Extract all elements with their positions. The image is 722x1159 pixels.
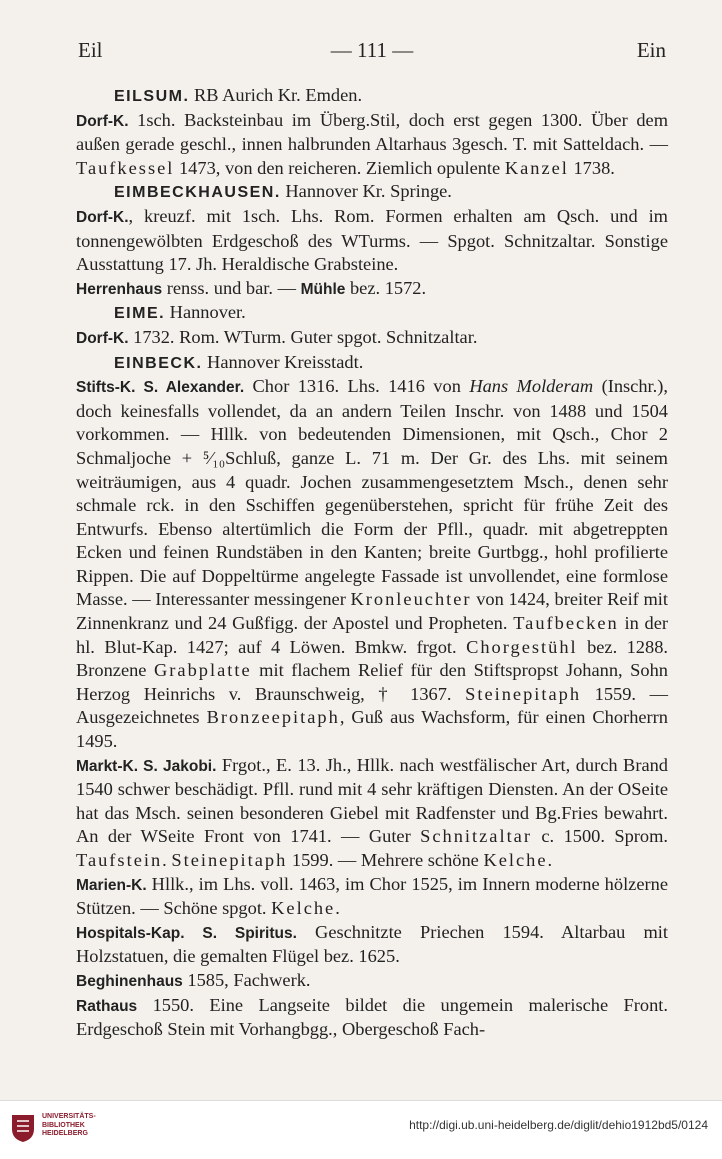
source-url[interactable]: http://digi.ub.uni-heidelberg.de/diglit/dehio1912bd5/0124	[409, 1118, 708, 1132]
entry-paragraph	[76, 969, 668, 994]
text-run: Taufbecken	[513, 613, 619, 634]
text-run: Hannover Kr. Springe.	[280, 181, 452, 202]
text-run: , kreuzf. mit 1sch. Lhs. Rom. Formen erhalten am Qsch. und im tonnengewölbten Erdgeschoß des WTurms. — Spgot. Schnitzaltar. Sonstige Ausstattung 17. Jh. Heraldische Grabsteine.	[76, 205, 668, 275]
building-label: Stifts-K. S. Alexander.	[76, 379, 245, 397]
text-run: RB Aurich Kr. Emden.	[189, 85, 363, 105]
building-label: Markt-K. S. Jakobi.	[76, 757, 217, 775]
entry-paragraph	[76, 109, 668, 181]
place-name: EIME.	[114, 305, 166, 323]
library-line: UNIVERSITÄTS-	[42, 1113, 96, 1120]
text-run: von 1424, breiter Reif mit Zinnenkranz und 24 Gußfigg. der Apostel und Propheten.	[76, 589, 668, 634]
text-run: Kelche	[483, 850, 548, 870]
text-run: 1473, von den reicheren. Ziemlich opulente	[174, 157, 505, 178]
building-label: Dorf-K.	[76, 329, 129, 347]
text-run: bez. 1288. Bronzene	[76, 636, 668, 681]
text-run: c. 1500. Sprom.	[531, 826, 669, 847]
text-run: Hannover.	[165, 302, 246, 323]
text-run: Taufstein	[76, 850, 163, 870]
building-label: Beghinenhaus	[76, 972, 183, 990]
text-run: 1732. Rom. WTurm. Guter spgot. Schnitzaltar.	[128, 326, 478, 347]
entry-paragraph	[76, 277, 668, 302]
text-run: 1559. — Ausgezeichnetes	[76, 683, 668, 728]
text-run: Steinepitaph	[171, 850, 288, 870]
text-run: .	[547, 850, 553, 870]
text-run: Kelche	[271, 898, 336, 919]
place-name: EINBECK.	[114, 354, 203, 372]
building-label: Hospitals-Kap. S. Spiritus.	[76, 924, 297, 942]
text-run: 1550. Eine Langseite bildet die ungemein malerische Front. Erdgeschoß Stein mit Vorhangbgg., Obergeschoß Fach-	[76, 994, 668, 1040]
building-label: Marien-K.	[76, 876, 147, 894]
building-label: Mühle	[300, 280, 346, 298]
text-run: 1585, Fachwerk.	[182, 969, 311, 990]
header-right: Ein	[636, 38, 666, 62]
text-run: Hllk., im Lhs. voll. 1463, im Chor 1525, im Innern moderne hölzerne Stützen. — Schöne spgot.	[76, 873, 668, 919]
entry-paragraph	[76, 375, 668, 754]
place-name: EIMBECKHAUSEN.	[114, 184, 281, 202]
text-run: 1738.	[568, 157, 615, 178]
text-run: (Inschr.), doch keinesfalls vollendet, da an andern Teilen Inschr. von 1488 und 1504 vorkommen. — Hllk. von bedeutenden Dimensionen, mit Qsch., Chor 2 Schmaljoche + ⁵⁄₁₀Schluß, ganze L. 71 m. Der Gr. des Lhs. mit seinem weiträumigen, aus 4 quadr. Jochen zusammengesetztem Msch., denen sehr schmale rck. in den Sschiffen gegenüberstehen, spricht für frühe Zeit des Entwurfs. Ebenso altertümlich die Form der Pfll., quadr. mit abgetreppten Ecken und feinen Rundstäben in den Kanten; breite Gurtbgg., hohl profilierte Rippen. Die auf Doppeltürme angelegte Fassade ist unvollendet, eine formlose Masse. — Interessanter messingener	[76, 376, 668, 610]
entry-paragraph	[76, 921, 668, 969]
text-run: renss. und bar. —	[162, 277, 301, 298]
header-left: Eil	[78, 38, 103, 62]
university-seal-icon	[10, 1113, 36, 1143]
entry-heading	[114, 180, 668, 205]
text-run: 1sch. Backsteinbau im Überg.Stil, doch erst gegen 1300. Über dem außen gerade geschl., innen halbrunden Altarhaus 3gesch. T. mit Satteldach. —	[76, 109, 668, 155]
footer-bar	[0, 1100, 722, 1159]
building-label: Dorf-K.	[76, 208, 129, 226]
text-run: Kanzel	[504, 157, 569, 178]
text-run: in der hl. Blut-Kap. 1427; auf 4 Löwen. Bmkw. frgot.	[76, 613, 668, 657]
text-run: Frgot., E. 13. Jh., Hllk. nach westfälischer Art, durch Brand 1540 schwer beschädigt. Pfll. rund mit 4 sehr kräftigen Diensten. An der OSeite hat das Msch. seinen besonderen Giebel mit Radfenster und Bg.Fries bewahrt. An der WSeite Front von 1741. — Guter	[76, 754, 668, 847]
building-label: Dorf-K.	[76, 112, 129, 130]
entry-paragraph	[76, 873, 668, 921]
entry-paragraph	[76, 205, 668, 277]
library-name	[42, 1113, 96, 1139]
library-line: HEIDELBERG	[42, 1130, 88, 1137]
text-run: Steinepitaph	[465, 683, 582, 704]
entry-heading	[114, 301, 668, 326]
entry-heading	[114, 84, 668, 109]
text-run: 1599. — Mehrere schöne	[287, 850, 484, 870]
text-run: bez. 1572.	[345, 277, 427, 298]
text-run: Kronleuchter	[350, 589, 472, 610]
text-run: Geschnitzte Priechen 1594. Altarbau mit Holzstatuen, die gemalten Flügel bez. 1625.	[76, 921, 669, 967]
place-name: EILSUM.	[114, 88, 190, 105]
building-label: Herrenhaus	[76, 280, 163, 298]
text-run: Chor 1316. Lhs. 1416 von	[244, 376, 470, 397]
text-run: Bronzeepitaph	[206, 707, 340, 728]
entry-paragraph	[76, 994, 668, 1042]
entry-heading	[114, 351, 668, 376]
text-run: .	[335, 898, 340, 919]
text-run: Taufkessel	[76, 157, 175, 178]
text-run: Schnitzaltar	[420, 826, 532, 847]
text-run: .	[162, 850, 172, 870]
page-number: — 111 —	[330, 38, 414, 62]
page-text	[76, 84, 668, 1042]
text-run: , Guß aus Wachsform, für einen Chorherrn 1495.	[76, 707, 668, 752]
library-line: BIBLIOTHEK	[42, 1121, 85, 1129]
entry-paragraph	[76, 754, 668, 873]
entry-paragraph	[76, 326, 668, 351]
text-run: Grabplatte	[154, 660, 252, 681]
building-label: Rathaus	[76, 997, 138, 1015]
text-run: Chorgestühl	[466, 636, 578, 657]
text-run: mit flachem Relief für den Stiftspropst Johann, Sohn Herzog Heinrichs v. Braunschweig, † 1367.	[76, 660, 668, 704]
text-run: Hans Molderam	[469, 376, 594, 397]
text-run: Hannover Kreisstadt.	[202, 351, 364, 372]
